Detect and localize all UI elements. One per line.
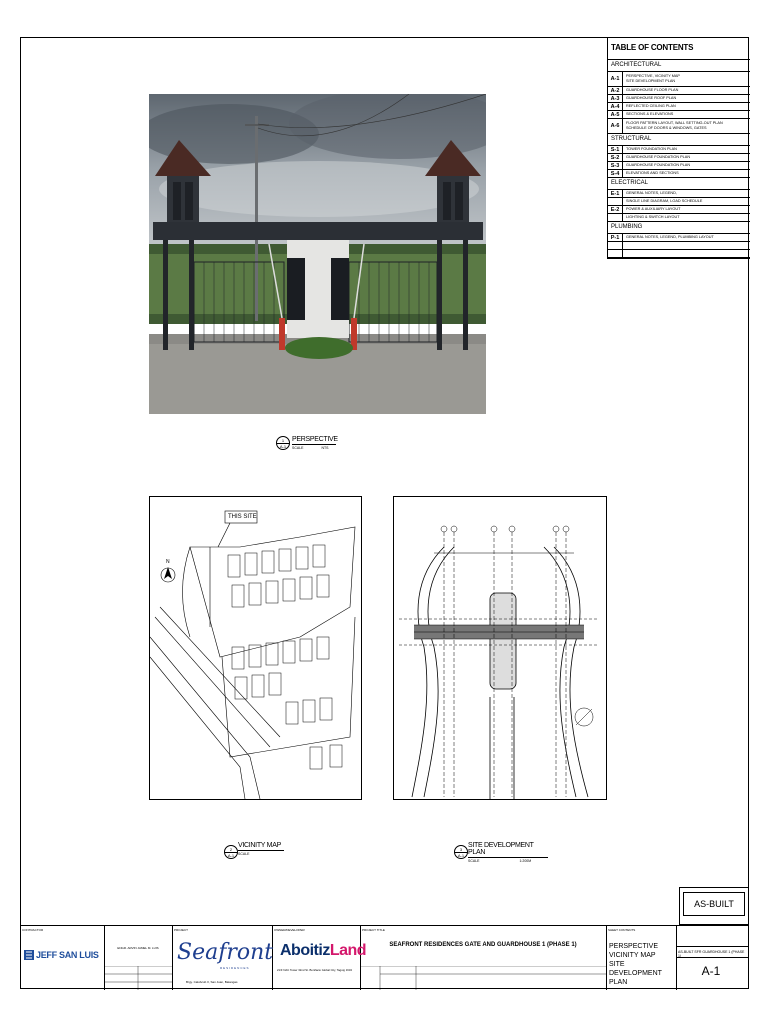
- perspective-title: PERSPECTIVE: [292, 436, 338, 443]
- toc-description: [623, 163, 690, 168]
- toc-sheet-number: S-1: [608, 146, 623, 153]
- toc-description-line: GUARDHOUSE FLOOR PLAN: [626, 88, 679, 92]
- table-of-contents: [607, 37, 750, 259]
- toc-description-line: SITE DEVELOPMENT PLAN: [626, 79, 676, 83]
- project-title: SEAFRONT RESIDENCES GATE AND GUARDHOUSE 1 (PHASE 1): [389, 942, 577, 948]
- vicinity-scale-label: SCALE: [238, 852, 250, 856]
- toc-sheet-number: E-1: [608, 190, 623, 197]
- toc-sheet-number: S-3: [608, 162, 623, 169]
- callout-number: 2: [229, 847, 233, 852]
- toc-description: [623, 215, 680, 220]
- owner-logo: [280, 942, 366, 960]
- toc-sheet-number: A-2: [608, 87, 623, 94]
- toc-section-header: ARCHITECTURAL: [608, 60, 750, 72]
- toc-description: [623, 199, 702, 204]
- project-address: Brgy. Calubcub II, San Juan, Batangas: [186, 980, 238, 984]
- engineer-grid: [104, 966, 172, 990]
- project-title-cell: [360, 926, 607, 990]
- toc-sheet-number: A-4: [608, 103, 623, 110]
- toc-sheet-number: [608, 242, 623, 249]
- toc-description: [623, 191, 677, 196]
- sitedev-label: [468, 842, 548, 863]
- toc-description-line: SINGLE LINE DIAGRAM, LOAD SCHEDULE: [626, 199, 703, 203]
- toc-row: [608, 234, 750, 242]
- contractor-label: CONTRACTOR: [22, 928, 44, 932]
- toc-description-line: TOWER FOUNDATION PLAN: [626, 147, 677, 151]
- callout-sheet: A-1: [279, 444, 287, 449]
- owner-logo-b: Land: [329, 942, 367, 959]
- toc-row: [608, 72, 750, 87]
- toc-row: [608, 198, 750, 206]
- owner-logo-a: Aboitiz: [280, 942, 330, 959]
- toc-sheet-number: P-1: [608, 234, 623, 241]
- sheet-contents-list: [609, 942, 676, 987]
- toc-sheet-number: S-4: [608, 170, 623, 177]
- vicinity-map-frame: [149, 496, 362, 800]
- toc-row: [608, 214, 750, 222]
- title-block: [20, 925, 749, 990]
- north-label: N: [166, 559, 170, 565]
- toc-row: [608, 242, 750, 250]
- sheet-contents-item: PERSPECTIVE: [609, 943, 659, 950]
- as-built-label: AS-BUILT: [683, 892, 745, 916]
- toc-description-line: REFLECTED CEILING PLAN: [626, 104, 676, 108]
- toc-sheet-number: S-2: [608, 154, 623, 161]
- sitedev-scale: 1:200M: [519, 859, 532, 863]
- toc-description-line: POWER & AUXILIARY LAYOUT: [626, 207, 681, 211]
- toc-row: [608, 250, 750, 258]
- sheet-contents-item: SITE DEVELOPMENT PLAN: [609, 961, 662, 986]
- toc-sheet-number: [608, 214, 623, 221]
- toc-section-header: STRUCTURAL: [608, 134, 750, 146]
- toc-title: TABLE OF CONTENTS: [608, 37, 750, 60]
- toc-description-line: GUARDHOUSE FOUNDATION PLAN: [626, 163, 691, 167]
- toc-sheet-number: [608, 198, 623, 205]
- project-logo: Seafront: [177, 940, 274, 965]
- sheet-contents-label: SHEET CONTENTS: [608, 928, 636, 932]
- toc-description: [623, 121, 723, 131]
- toc-sheet-number: A-1: [608, 72, 623, 86]
- project-logo-sub: RESIDENCES: [220, 966, 250, 970]
- toc-row: [608, 95, 750, 103]
- toc-description-line: FLOOR PATTERN LAYOUT, WALL SETTING-OUT PLAN: [626, 121, 723, 125]
- toc-row: [608, 103, 750, 111]
- toc-description: [623, 147, 677, 152]
- engineer-cell: [104, 926, 173, 990]
- sheet-contents-cell: [606, 926, 677, 990]
- project-label: PROJECT: [174, 928, 189, 932]
- vicinity-callout: [224, 845, 238, 859]
- toc-sheet-number: A-3: [608, 95, 623, 102]
- callout-sheet: A-1: [227, 853, 235, 858]
- toc-row: [608, 162, 750, 170]
- contractor-cell: [20, 926, 105, 990]
- toc-description-line: GENERAL NOTES, LEGEND,: [626, 191, 677, 195]
- toc-row: [608, 154, 750, 162]
- engineer-name: ENGR. ARVIN JAMEL M. LUIS: [117, 946, 159, 950]
- toc-sheet-number: A-5: [608, 111, 623, 118]
- toc-row: [608, 170, 750, 178]
- perspective-callout: [276, 436, 290, 450]
- toc-row: [608, 119, 750, 134]
- callout-number: 1: [281, 438, 285, 443]
- toc-description-line: GUARDHOUSE FOUNDATION PLAN: [626, 155, 691, 159]
- toc-description: [623, 235, 714, 240]
- toc-row: [608, 87, 750, 95]
- toc-description-line: LIGHTING & SWITCH LAYOUT: [626, 215, 680, 219]
- vicinity-title: VICINITY MAP: [238, 842, 284, 851]
- toc-row: [608, 190, 750, 198]
- this-site-label: THIS SITE: [228, 514, 257, 520]
- site-development-plan-frame: [393, 496, 607, 800]
- owner-cell: [272, 926, 367, 990]
- project-title-label: PROJECT TITLE: [362, 928, 385, 932]
- file-name: AS-BUILT SFR GUARDHOUSE 1 (PHASE 1): [678, 950, 745, 958]
- toc-section-header: PLUMBING: [608, 222, 750, 234]
- perspective-scale-label: SCALE: [292, 446, 304, 450]
- sitedev-callout: [454, 845, 468, 859]
- toc-description-line: PERSPECTIVE, VICINITY MAP: [626, 74, 680, 78]
- toc-description: [623, 171, 679, 176]
- callout-sheet: A-1: [457, 853, 465, 858]
- toc-row: [608, 146, 750, 154]
- toc-description: [623, 74, 680, 84]
- toc-row: [608, 111, 750, 119]
- toc-description: [623, 112, 673, 117]
- callout-number: 3: [459, 847, 463, 852]
- toc-description: [623, 96, 676, 101]
- toc-description: [623, 207, 680, 212]
- toc-description-line: GUARDHOUSE ROOF PLAN: [626, 96, 677, 100]
- project-cell: [172, 926, 273, 990]
- sheet-number-cell: [676, 926, 749, 990]
- perspective-label: [292, 436, 336, 450]
- toc-sheet-number: [608, 250, 623, 257]
- sitedev-scale-label: SCALE: [468, 859, 480, 863]
- contractor-logo-icon: [24, 950, 34, 960]
- toc-description: [623, 88, 678, 93]
- toc-description-line: SECTIONS & ELEVATIONS: [626, 112, 674, 116]
- sheet-contents-item: VICINITY MAP: [609, 952, 656, 959]
- toc-sheet-number: A-6: [608, 119, 623, 133]
- sheet-number: A-1: [701, 964, 721, 978]
- toc-section-header: ELECTRICAL: [608, 178, 750, 190]
- toc-description-line: SCHEDULE OF DOORS & WINDOWS, GATES: [626, 126, 707, 130]
- contractor-name: JEFF SAN LUIS: [36, 950, 99, 960]
- toc-description: [623, 104, 676, 109]
- as-built-stamp: [679, 887, 749, 925]
- toc-description-line: GENERAL NOTES, LEGEND, PLUMBING LAYOUT: [626, 235, 714, 239]
- owner-address: 21/F NAC Tower 32nd St. Bonifacio Global City, Taguig 1634: [277, 968, 352, 972]
- contractor-logo: [24, 950, 99, 960]
- vicinity-label: [238, 842, 284, 856]
- toc-row: [608, 206, 750, 214]
- owner-label: OWNER/DEVELOPER: [274, 928, 305, 932]
- toc-description: [623, 155, 690, 160]
- toc-sheet-number: E-2: [608, 206, 623, 213]
- sitedev-title: SITE DEVELOPMENT PLAN: [468, 842, 548, 858]
- project-title-grid: [360, 966, 606, 990]
- perspective-photo: [149, 94, 486, 414]
- perspective-scale: NTS: [321, 446, 329, 450]
- toc-description-line: ELEVATIONS AND SECTIONS: [626, 171, 679, 175]
